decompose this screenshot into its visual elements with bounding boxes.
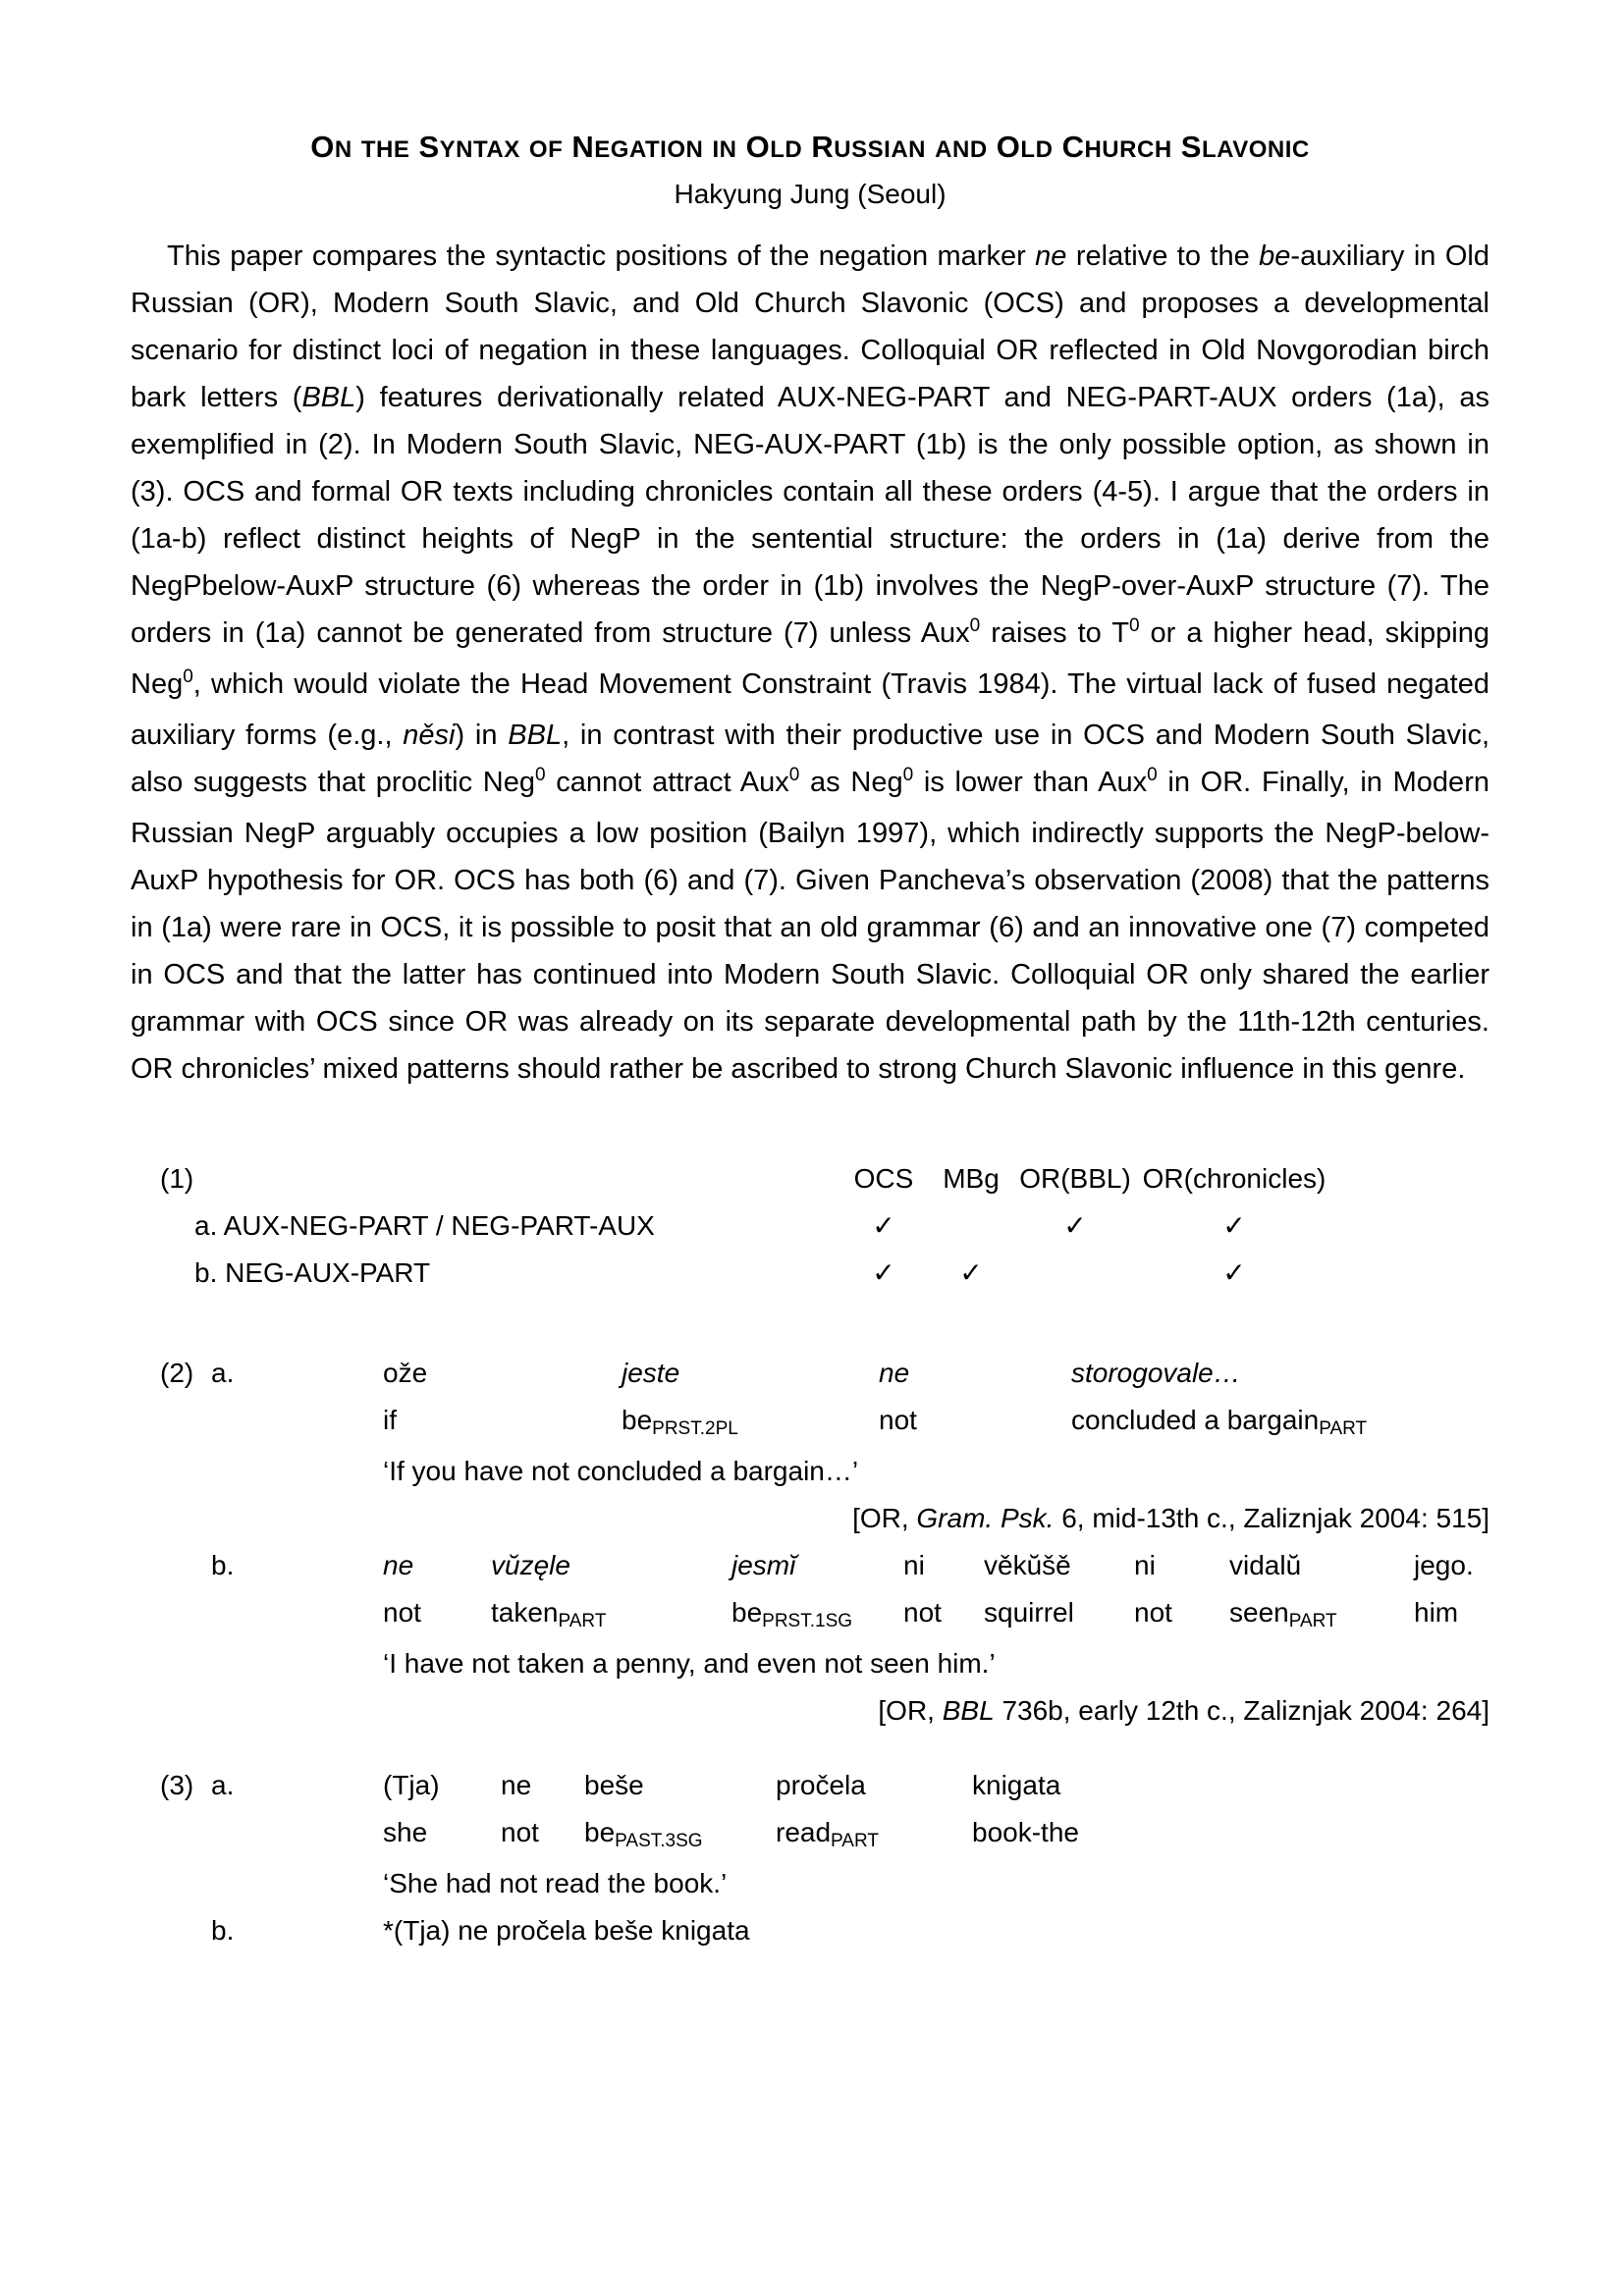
gloss-word-cell: [383, 1350, 622, 1448]
gloss-word-cell: [1414, 1542, 1489, 1640]
gloss-word-cell: [731, 1542, 903, 1640]
example-item: [160, 1907, 1489, 1954]
object-language-line: [984, 1542, 1134, 1589]
text-run: ) features derivationally related AUX-NEG-PART and NEG-PART-AUX orders (1a), as exemplified in (2). In Modern South Slavic, NEG-AUX-PART (1b) is the only possible option, as shown in (3). OCS and formal OR texts including chronicles contain all these orders (4-5). I argue that the orders in (1a-b) reflect distinct heights of NegP in the sentential structure: the orders in (1a) derive from the NegPbelow-AuxP structure (6) whereas the order in (1b) involves the NegP-over-AuxP structure (7). The orders in (1a) cannot be generated from structure (7) unless Aux: [131, 382, 1489, 649]
text-run: [OR,: [878, 1695, 943, 1726]
paper-author: Hakyung Jung (Seoul): [674, 179, 947, 209]
gloss-subscript: PART: [558, 1611, 607, 1631]
table1-empty-cell: [928, 1202, 1014, 1250]
title-small-cap: A: [935, 136, 952, 163]
table1-check-cell: [1136, 1202, 1332, 1250]
text-run: not: [383, 1597, 421, 1628]
example-letter: a.: [211, 1770, 235, 1800]
table1-check-cell: [1136, 1250, 1332, 1297]
text-run: not: [879, 1405, 917, 1435]
text-run: jesmĭ: [731, 1550, 796, 1580]
title-small-cap: A: [1217, 136, 1233, 163]
text-run: ni: [1134, 1550, 1156, 1580]
text-run: is lower than Aux: [913, 767, 1148, 798]
title-small-cap: L: [1201, 136, 1218, 163]
table1-row: [160, 1250, 1489, 1297]
gloss-line: [584, 1809, 776, 1860]
table1-row-label-text: AUX-NEG-PART / NEG-PART-AUX: [223, 1210, 655, 1241]
table1-row-letter-text: b.: [194, 1257, 226, 1288]
text-run: raises to T: [980, 617, 1129, 649]
table1-number: (1): [160, 1163, 194, 1194]
table1-check-cell: [1014, 1202, 1136, 1250]
page-content: [131, 0, 1489, 1954]
object-language-line: [879, 1350, 1071, 1397]
object-language-line: [776, 1762, 972, 1809]
gloss-word-cell: [1071, 1350, 1489, 1448]
text-run: cannot attract Aux: [545, 767, 789, 798]
example-body: [383, 1762, 1489, 1907]
text-run: ne: [879, 1358, 910, 1388]
title-small-cap: V: [1232, 136, 1249, 163]
text-run: BBL: [301, 382, 356, 413]
paper-title: ON THE SYNTAX OF NEGATION IN OLD RUSSIAN AND OLD CHURCH SLAVONIC: [310, 130, 1310, 164]
interlinear-gloss-row: [383, 1350, 1489, 1448]
checkmark-icon: ✓: [872, 1257, 895, 1288]
title-small-cap: A: [486, 136, 505, 163]
text-run: jego.: [1414, 1550, 1474, 1580]
superscript-text: 0: [1147, 765, 1158, 785]
text-run: něsi: [403, 720, 456, 751]
gloss-subscript: PRST.1SG: [762, 1611, 853, 1631]
checkmark-icon: ✓: [872, 1210, 895, 1241]
text-run: (Tja): [383, 1770, 440, 1800]
gloss-word-cell: [1229, 1542, 1414, 1640]
table1-row-letter-text: a.: [194, 1210, 224, 1241]
table1-number-cell: [160, 1155, 839, 1202]
text-run: concluded a bargain: [1071, 1405, 1320, 1435]
example-number: [160, 1907, 211, 1954]
object-language-line: [383, 1762, 501, 1809]
text-run: , in contrast with their productive use in OCS and Modern South Slavic, also suggests that proclitic Neg: [131, 720, 1490, 798]
title-small-cap: A: [891, 136, 909, 163]
object-language-line: [584, 1762, 776, 1809]
title-small-cap: N: [1267, 136, 1285, 163]
title-small-cap: O: [1248, 136, 1268, 163]
object-language-line: [1071, 1350, 1489, 1397]
title-small-cap: D: [1035, 136, 1054, 163]
text-run: or a higher head, skipping Neg: [131, 617, 1490, 700]
gloss-word-cell: [972, 1762, 1489, 1860]
title-small-cap: L: [1020, 136, 1036, 163]
table1-column-header: OR(BBL): [1019, 1163, 1131, 1194]
object-language-line: [1134, 1542, 1229, 1589]
gloss-word-cell: [984, 1542, 1134, 1640]
title-small-cap: O: [528, 136, 549, 163]
gloss-line: [879, 1397, 1071, 1444]
title-small-cap: I: [712, 136, 720, 163]
table1-row-label: [160, 1202, 839, 1250]
gloss-line: [984, 1589, 1134, 1636]
examples-section: [131, 1350, 1489, 1954]
gloss-line: [383, 1809, 501, 1856]
gloss-subscript: PRST.2PL: [652, 1418, 738, 1439]
gloss-line: [731, 1589, 903, 1640]
text-run: be: [584, 1817, 616, 1847]
example-number: (3): [160, 1770, 194, 1800]
title-small-cap: T: [360, 136, 376, 163]
title-small-cap: N: [456, 136, 474, 163]
table1-check-cell: [839, 1250, 928, 1297]
text-run: This paper compares the syntactic positions of the negation marker: [167, 240, 1036, 272]
text-run: věkŭšě: [984, 1550, 1071, 1580]
gloss-line: [1229, 1589, 1414, 1640]
table1-row-label-text: NEG-AUX-PART: [225, 1257, 431, 1288]
title-small-cap: E: [393, 136, 410, 163]
gloss-word-cell: [776, 1762, 972, 1860]
object-language-line: [972, 1762, 1489, 1809]
title-small-cap: H: [1154, 136, 1172, 163]
superscript-text: 0: [902, 765, 914, 785]
gloss-word-cell: [491, 1542, 731, 1640]
title-small-cap: T: [473, 136, 487, 163]
checkmark-icon: ✓: [1222, 1257, 1246, 1288]
title-small-cap: G: [610, 136, 629, 163]
title-small-cap: H: [1084, 136, 1103, 163]
example-group: [160, 1762, 1489, 1954]
text-run: 6, mid-13th c., Zaliznjak 2004: 515]: [1054, 1503, 1489, 1533]
interlinear-gloss-row: [383, 1542, 1489, 1640]
title-small-cap: Y: [439, 136, 457, 163]
table1-header-row: [160, 1155, 1489, 1202]
object-language-line: [501, 1762, 584, 1809]
text-run: 736b, early 12th c., Zaliznjak 2004: 264]: [994, 1695, 1489, 1726]
title-small-cap: N: [719, 136, 737, 163]
text-run: ) in: [455, 720, 509, 751]
text-run: pročela: [776, 1770, 866, 1800]
example-letter: b.: [211, 1915, 235, 1946]
text-run: beše: [584, 1770, 644, 1800]
object-language-line: [1229, 1542, 1414, 1589]
text-run: taken: [491, 1597, 559, 1628]
gloss-line: [776, 1809, 972, 1860]
table1-column-header: MBg: [943, 1163, 1000, 1194]
title-small-cap: H: [375, 136, 394, 163]
title-small-cap: X: [504, 136, 520, 163]
example-body: [383, 1542, 1489, 1735]
ungrammatical-example-line: *(Tja) ne pročela beše knigata: [383, 1915, 750, 1946]
translation-line: ‘I have not taken a penny, and even not seen him.’: [383, 1648, 996, 1679]
title-small-cap: R: [1119, 136, 1137, 163]
gloss-word-cell: [903, 1542, 984, 1640]
title-small-cap: F: [548, 136, 564, 163]
title-small-cap: N: [334, 136, 352, 163]
table1-column-header: OCS: [853, 1163, 914, 1194]
title-small-cap: N: [685, 136, 704, 163]
text-run: knigata: [972, 1770, 1061, 1800]
gloss-line: [903, 1589, 984, 1636]
text-run: seen: [1229, 1597, 1289, 1628]
text-run: ne: [383, 1550, 414, 1580]
table1-row: [160, 1202, 1489, 1250]
superscript-text: 0: [183, 667, 193, 687]
object-language-line: [383, 1542, 491, 1589]
gloss-line: [622, 1397, 879, 1448]
example-item: [160, 1762, 1489, 1907]
example-body: [383, 1907, 1489, 1954]
gloss-line: [501, 1809, 584, 1856]
object-language-line: [731, 1542, 903, 1589]
text-run: not: [1134, 1597, 1172, 1628]
example-item: [160, 1542, 1489, 1735]
superscript-text: 0: [788, 765, 800, 785]
gloss-subscript: PART: [1288, 1611, 1337, 1631]
gloss-line: [383, 1589, 491, 1636]
text-run: him: [1414, 1597, 1459, 1628]
text-run: vŭzęle: [491, 1550, 570, 1580]
example-group: [160, 1350, 1489, 1735]
gloss-subscript: PART: [1319, 1418, 1368, 1439]
gloss-word-cell: [879, 1350, 1071, 1448]
title-small-cap: C: [1291, 136, 1310, 163]
checkmark-icon: ✓: [959, 1257, 983, 1288]
example-item: [160, 1350, 1489, 1542]
text-run: [OR,: [852, 1503, 917, 1533]
pattern-availability-table: [160, 1155, 1489, 1297]
example-body: [383, 1350, 1489, 1542]
object-language-line: [383, 1350, 622, 1397]
abstract-paragraph: [131, 233, 1489, 1093]
example-letter: a.: [211, 1358, 235, 1388]
text-run: be: [731, 1597, 763, 1628]
text-run: BBL: [508, 720, 563, 751]
text-run: be: [622, 1405, 653, 1435]
text-run: vidalŭ: [1229, 1550, 1302, 1580]
text-run: BBL: [942, 1695, 995, 1726]
object-language-line: [903, 1542, 984, 1589]
gloss-word-cell: [383, 1542, 491, 1640]
title-small-cap: O: [667, 136, 686, 163]
text-run: if: [383, 1405, 397, 1435]
translation-line: ‘She had not read the book.’: [383, 1868, 728, 1898]
text-run: ože: [383, 1358, 428, 1388]
checkmark-icon: ✓: [1063, 1210, 1087, 1241]
table1-empty-cell: [1014, 1250, 1136, 1297]
title-small-cap: U: [834, 136, 852, 163]
object-language-line: [1414, 1542, 1489, 1589]
text-run: book-the: [972, 1817, 1079, 1847]
gloss-line: [972, 1809, 1489, 1856]
text-run: ne: [501, 1770, 532, 1800]
gloss-line: [491, 1589, 731, 1640]
title-small-cap: I: [1284, 136, 1292, 163]
gloss-line: [383, 1397, 622, 1444]
example-letter: b.: [211, 1550, 235, 1580]
object-language-line: [622, 1350, 879, 1397]
title-small-cap: D: [969, 136, 988, 163]
superscript-text: 0: [969, 615, 981, 636]
example-number: [160, 1542, 211, 1735]
text-run: in OR. Finally, in Modern Russian NegP arguably occupies a low position (Bailyn 1997), which indirectly supports the NegP-below-AuxP hypothesis for OR. OCS has both (6) and (7). Given Pancheva’s observation (2008) that the patterns in (1a) were rare in OCS, it is possible to posit that an old grammar (6) and an innovative one (7) competed in OCS and that the latter has continued into Modern South Slavic. Colloquial OR only shared the earlier grammar with OCS since OR was already on its separate developmental path by the 11th-12th centuries. OR chronicles’ mixed patterns should rather be ascribed to strong Church Slavonic influence in this genre.: [131, 767, 1489, 1085]
interlinear-gloss-row: [383, 1762, 1489, 1860]
text-run: storogovale…: [1071, 1358, 1241, 1388]
gloss-word-cell: [501, 1762, 584, 1860]
gloss-subscript: PAST.3SG: [615, 1831, 703, 1851]
translation-line: ‘If you have not concluded a bargain…’: [383, 1456, 859, 1486]
text-run: Gram. Psk.: [916, 1503, 1055, 1533]
text-run: read: [776, 1817, 832, 1847]
title-small-cap: T: [645, 136, 661, 163]
title-small-cap: N: [908, 136, 927, 163]
text-run: she: [383, 1817, 428, 1847]
gloss-line: [1071, 1397, 1489, 1448]
text-run: not: [501, 1817, 539, 1847]
table1-row-label: [160, 1250, 839, 1297]
text-run: jeste: [622, 1358, 680, 1388]
title-small-cap: I: [884, 136, 892, 163]
gloss-word-cell: [1134, 1542, 1229, 1640]
object-language-line: [491, 1542, 731, 1589]
text-run: not: [903, 1597, 942, 1628]
gloss-word-cell: [383, 1762, 501, 1860]
gloss-subscript: PART: [831, 1831, 879, 1851]
citation-line: [383, 1687, 1489, 1735]
table1-check-cell: [928, 1250, 1014, 1297]
title-small-cap: E: [594, 136, 611, 163]
gloss-line: [1414, 1589, 1489, 1636]
gloss-line: [1134, 1589, 1229, 1636]
superscript-text: 0: [535, 765, 546, 785]
table1-check-cell: [839, 1202, 928, 1250]
text-run: ne: [1035, 240, 1067, 272]
example-number: (2): [160, 1358, 194, 1388]
checkmark-icon: ✓: [1222, 1210, 1246, 1241]
title-small-cap: S: [867, 136, 885, 163]
title-small-cap: S: [851, 136, 868, 163]
gloss-word-cell: [622, 1350, 879, 1448]
text-run: , which would violate the Head Movement Constraint (Travis 1984). The virtual lack of fused negated auxiliary forms (e.g.,: [131, 668, 1489, 751]
title-small-cap: C: [1136, 136, 1155, 163]
title-small-cap: L: [770, 136, 785, 163]
title-small-cap: A: [628, 136, 645, 163]
superscript-text: 0: [1128, 615, 1140, 636]
text-run: as Neg: [799, 767, 903, 798]
table1-column-header: OR(chronicles): [1142, 1163, 1326, 1194]
citation-line: [383, 1495, 1489, 1542]
text-run: ni: [903, 1550, 925, 1580]
title-small-cap: D: [785, 136, 803, 163]
text-run: relative to the: [1066, 240, 1260, 272]
text-run: -auxiliary in Old Russian (OR), Modern South Slavic, and Old Church Slavonic (OCS) and proposes a developmental scenario for distinct loci of negation in these languages. Colloquial OR reflected in Old Novgorodian birch bark letters (: [131, 240, 1489, 413]
title-small-cap: N: [951, 136, 970, 163]
title-small-cap: I: [660, 136, 668, 163]
text-run: be: [1259, 240, 1291, 272]
gloss-word-cell: [584, 1762, 776, 1860]
text-run: squirrel: [984, 1597, 1074, 1628]
title-small-cap: U: [1102, 136, 1120, 163]
